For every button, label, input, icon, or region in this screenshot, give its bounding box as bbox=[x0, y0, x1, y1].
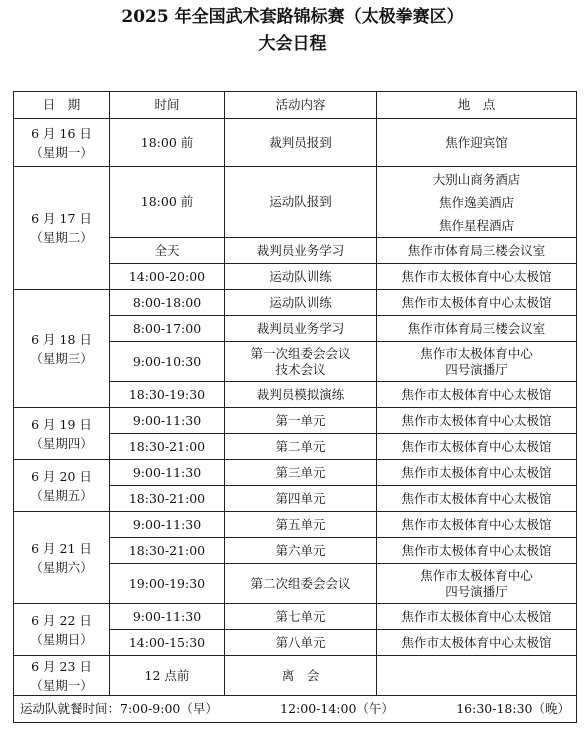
weekday-text: （星期三） bbox=[30, 350, 93, 366]
place-cell: 焦作迎宾馆 bbox=[377, 119, 577, 167]
activity-cell: 裁判员报到 bbox=[225, 119, 377, 167]
date-text: 6 月 21 日 bbox=[31, 540, 92, 556]
weekday-text: （星期二） bbox=[30, 230, 93, 245]
time-cell: 9:00-11:30 bbox=[110, 408, 225, 434]
table-row bbox=[14, 604, 577, 630]
date-text: 6 月 22 日 bbox=[31, 612, 92, 628]
date-text: 6 月 23 日 bbox=[31, 658, 92, 674]
header-date: 日 期 bbox=[14, 92, 110, 119]
place-line: 焦作星程酒店 bbox=[438, 217, 514, 233]
meal-breakfast: 运动队就餐时间：7:00-9:00（早） bbox=[20, 701, 218, 716]
activity-cell: 裁判员业务学习 bbox=[225, 316, 377, 342]
place-cell bbox=[377, 656, 577, 696]
time-cell: 14:00-20:00 bbox=[110, 264, 225, 290]
header-activity: 活动内容 bbox=[225, 92, 377, 119]
place-cell bbox=[377, 342, 577, 382]
schedule-table bbox=[13, 91, 577, 723]
time-cell: 9:00-11:30 bbox=[110, 460, 225, 486]
time-cell: 8:00-17:00 bbox=[110, 316, 225, 342]
weekday-text: （星期日） bbox=[30, 631, 93, 647]
place-line: 四号演播厅 bbox=[445, 583, 508, 599]
place-line: 四号演播厅 bbox=[445, 361, 508, 377]
weekday-text: （星期六） bbox=[30, 559, 93, 575]
header-place: 地 点 bbox=[377, 92, 577, 119]
activity-line: 第一次组委会会议 bbox=[250, 345, 351, 361]
time-cell: 9:00-11:30 bbox=[110, 604, 225, 630]
date-text: 6 月 18 日 bbox=[31, 331, 92, 347]
table-row bbox=[14, 460, 577, 486]
date-cell bbox=[14, 119, 110, 167]
time-cell: 18:00 前 bbox=[110, 167, 225, 238]
meal-dinner: 16:30-18:30（晚） bbox=[456, 701, 570, 716]
date-cell bbox=[14, 290, 110, 408]
date-text: 6 月 19 日 bbox=[31, 416, 92, 432]
document-title: 2025 年全国武术套路锦标赛（太极拳赛区） bbox=[121, 7, 464, 27]
activity-cell: 第四单元 bbox=[225, 486, 377, 512]
time-cell: 全天 bbox=[110, 238, 225, 264]
date-text: 6 月 17 日 bbox=[31, 211, 92, 226]
document-subtitle: 大会日程 bbox=[258, 34, 327, 54]
time-cell: 18:30-21:00 bbox=[110, 434, 225, 460]
place-cell: 焦作市太极体育中心太极馆 bbox=[377, 264, 577, 290]
place-cell: 焦作市太极体育中心太极馆 bbox=[377, 460, 577, 486]
time-cell: 9:00-11:30 bbox=[110, 512, 225, 538]
place-cell: 焦作市太极体育中心太极馆 bbox=[377, 486, 577, 512]
time-cell: 9:00-10:30 bbox=[110, 342, 225, 382]
activity-cell: 运动队报到 bbox=[225, 167, 377, 238]
table-row bbox=[14, 512, 577, 538]
place-cell: 焦作市太极体育中心太极馆 bbox=[377, 290, 577, 316]
activity-cell: 第六单元 bbox=[225, 538, 377, 564]
date-cell bbox=[14, 408, 110, 460]
activity-cell: 第二单元 bbox=[225, 434, 377, 460]
table-row bbox=[14, 656, 577, 696]
date-cell bbox=[14, 604, 110, 656]
activity-cell: 运动队训练 bbox=[225, 264, 377, 290]
activity-cell: 第三单元 bbox=[225, 460, 377, 486]
place-line: 焦作市太极体育中心 bbox=[420, 567, 533, 583]
activity-cell: 第七单元 bbox=[225, 604, 377, 630]
weekday-text: （星期一） bbox=[30, 677, 93, 693]
activity-line: 技术会议 bbox=[275, 361, 326, 377]
place-cell bbox=[377, 564, 577, 604]
activity-cell bbox=[225, 342, 377, 382]
date-cell bbox=[14, 656, 110, 696]
meal-times-row bbox=[14, 696, 577, 723]
header-row bbox=[14, 92, 577, 119]
meal-lunch: 12:00-14:00（午） bbox=[280, 701, 394, 716]
date-cell bbox=[14, 167, 110, 290]
place-cell bbox=[377, 167, 577, 238]
place-cell: 焦作市太极体育中心太极馆 bbox=[377, 630, 577, 656]
place-cell: 焦作市太极体育中心太极馆 bbox=[377, 604, 577, 630]
place-line: 大别山商务酒店 bbox=[432, 171, 521, 187]
time-cell: 12 点前 bbox=[110, 656, 225, 696]
time-cell: 18:30-21:00 bbox=[110, 538, 225, 564]
table-row bbox=[14, 167, 577, 238]
activity-cell: 第一单元 bbox=[225, 408, 377, 434]
activity-cell: 第二次组委会会议 bbox=[225, 564, 377, 604]
place-cell: 焦作市太极体育中心太极馆 bbox=[377, 538, 577, 564]
time-cell: 18:30-21:00 bbox=[110, 486, 225, 512]
weekday-text: （星期一） bbox=[30, 144, 93, 160]
table-row bbox=[14, 119, 577, 167]
place-cell: 焦作市太极体育中心太极馆 bbox=[377, 512, 577, 538]
activity-cell: 裁判员业务学习 bbox=[225, 238, 377, 264]
date-cell bbox=[14, 460, 110, 512]
weekday-text: （星期五） bbox=[30, 487, 93, 503]
place-cell: 焦作市体育局三楼会议室 bbox=[377, 316, 577, 342]
table-row bbox=[14, 290, 577, 316]
date-text: 6 月 16 日 bbox=[31, 125, 92, 141]
activity-cell: 离 会 bbox=[225, 656, 377, 696]
place-cell: 焦作市太极体育中心太极馆 bbox=[377, 382, 577, 408]
place-cell: 焦作市体育局三楼会议室 bbox=[377, 238, 577, 264]
time-cell: 8:00-18:00 bbox=[110, 290, 225, 316]
time-cell: 18:00 前 bbox=[110, 119, 225, 167]
date-text: 6 月 20 日 bbox=[31, 468, 92, 484]
time-cell: 18:30-19:30 bbox=[110, 382, 225, 408]
time-cell: 14:00-15:30 bbox=[110, 630, 225, 656]
place-line: 焦作逸美酒店 bbox=[438, 194, 514, 210]
activity-cell: 第五单元 bbox=[225, 512, 377, 538]
activity-cell: 运动队训练 bbox=[225, 290, 377, 316]
activity-cell: 第八单元 bbox=[225, 630, 377, 656]
table-row bbox=[14, 408, 577, 434]
activity-cell: 裁判员模拟演练 bbox=[225, 382, 377, 408]
date-cell bbox=[14, 512, 110, 604]
time-cell: 19:00-19:30 bbox=[110, 564, 225, 604]
place-line: 焦作市太极体育中心 bbox=[420, 345, 533, 361]
place-cell: 焦作市太极体育中心太极馆 bbox=[377, 434, 577, 460]
header-time: 时间 bbox=[110, 92, 225, 119]
weekday-text: （星期四） bbox=[30, 435, 93, 451]
place-cell: 焦作市太极体育中心太极馆 bbox=[377, 408, 577, 434]
meal-times-cell bbox=[14, 696, 577, 723]
